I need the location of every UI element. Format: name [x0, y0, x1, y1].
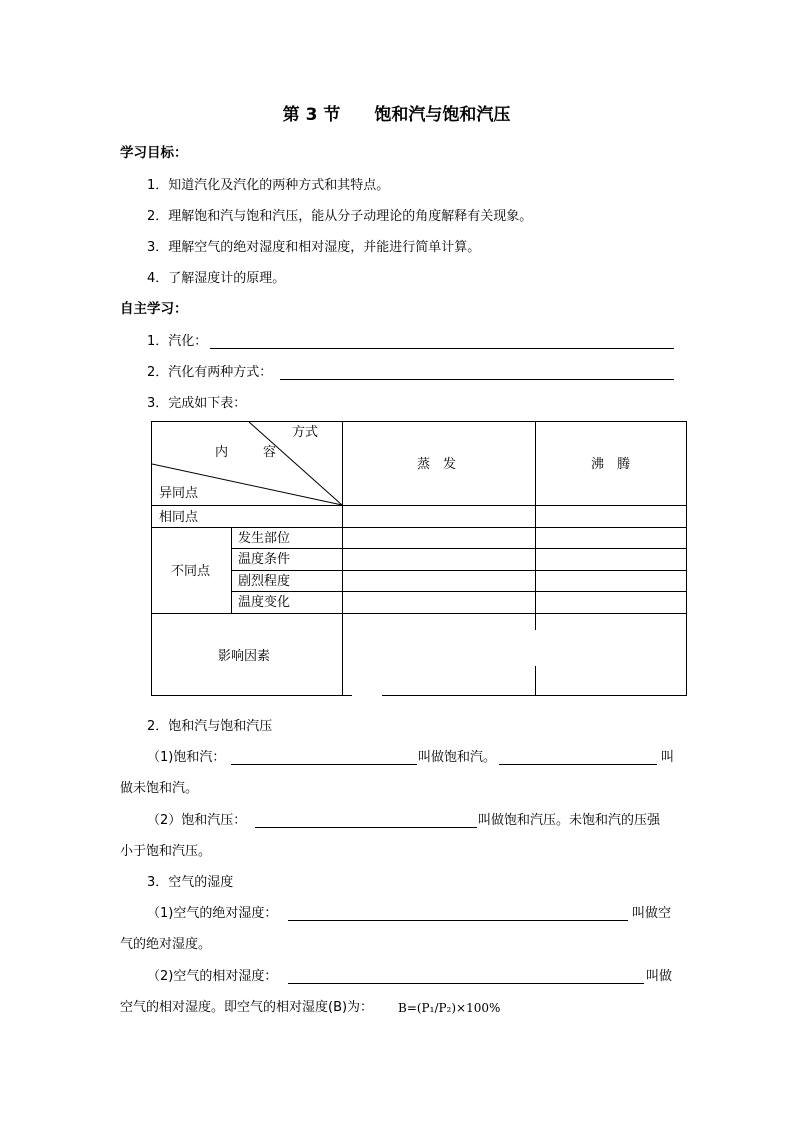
table-hline-same: [152, 527, 686, 528]
header-content-label-2: 容: [263, 445, 277, 460]
col-evaporation: 蒸 发: [417, 457, 457, 472]
goal-item-3: 3．理解空气的绝对湿度和相对湿度，并能进行简单计算。: [147, 240, 481, 255]
relative-humidity-suffix: 叫做: [646, 969, 673, 984]
sub-row-temperature-condition: 温度条件: [238, 552, 291, 567]
header-method-label: 方式: [292, 425, 319, 440]
header-diff-same-label: 异同点: [159, 486, 199, 501]
table-hline-diff: [152, 613, 686, 614]
absolute-humidity-suffix: 叫做空: [632, 906, 672, 921]
relative-humidity-tail: 空气的相对湿度。即空气的相对湿度(B)为：: [120, 1000, 374, 1015]
question-2-label: 2．汽化有两种方式：: [147, 365, 273, 380]
table-hline-sub3: [231, 591, 686, 592]
unsaturated-vapor-suffix: 做未饱和汽。: [120, 781, 199, 796]
sub-row-temperature-change: 温度变化: [238, 595, 291, 610]
goal-item-2: 2．理解饱和汽与饱和汽压，能从分子动理论的角度解释有关现象。: [147, 209, 533, 224]
scan-artifact: [352, 694, 382, 698]
question-3-label: 3．完成如下表：: [147, 396, 247, 411]
unsaturated-vapor-line[interactable]: [499, 764, 657, 765]
sub-row-intensity: 剧烈程度: [238, 574, 291, 589]
self-study-heading: 自主学习：: [120, 301, 188, 317]
header-content-label-1: 内: [215, 445, 229, 460]
absolute-humidity-line[interactable]: [288, 920, 628, 921]
table-hline-sub1: [231, 548, 686, 549]
unsaturated-vapor-tail: 叫: [661, 750, 675, 765]
comparison-table: [151, 421, 687, 696]
scan-artifact: [533, 630, 538, 666]
table-hline-sub2: [231, 570, 686, 571]
absolute-humidity-label: （1)空气的绝对湿度：: [147, 906, 278, 921]
page-title: 第 3 节 饱和汽与饱和汽压: [282, 105, 511, 125]
section3-heading: 3．空气的湿度: [147, 875, 234, 890]
row-diff-label: 不同点: [171, 564, 211, 579]
answer-line-2[interactable]: [280, 379, 674, 380]
relative-humidity-line[interactable]: [288, 983, 644, 984]
row-same-label: 相同点: [159, 510, 199, 525]
goals-heading: 学习目标：: [120, 145, 188, 161]
saturated-vapor-line[interactable]: [231, 764, 417, 765]
relative-humidity-formula: B=(P₁/P₂)×100%: [398, 1001, 501, 1015]
saturated-vapor-label: （1)饱和汽：: [147, 750, 226, 765]
question-1-label: 1．汽化：: [147, 334, 208, 349]
saturated-pressure-suffix: 叫做饱和汽压。未饱和汽的压强: [478, 813, 661, 828]
col-boiling: 沸 腾: [591, 457, 631, 472]
saturated-pressure-tail: 小于饱和汽压。: [120, 844, 212, 859]
section2-heading: 2．饱和汽与饱和汽压: [147, 719, 273, 734]
saturated-vapor-suffix: 叫做饱和汽。: [418, 750, 497, 765]
row-factors-label: 影响因素: [218, 649, 271, 664]
goal-item-4: 4．了解湿度计的原理。: [147, 271, 286, 286]
saturated-pressure-line[interactable]: [255, 827, 477, 828]
answer-line-1[interactable]: [210, 348, 674, 349]
sub-row-location: 发生部位: [238, 531, 291, 546]
saturated-pressure-label: （2）饱和汽压：: [147, 813, 247, 828]
goal-item-1: 1．知道汽化及汽化的两种方式和其特点。: [147, 178, 390, 193]
relative-humidity-label: （2)空气的相对湿度：: [147, 969, 278, 984]
absolute-humidity-tail: 气的绝对湿度。: [120, 937, 212, 952]
